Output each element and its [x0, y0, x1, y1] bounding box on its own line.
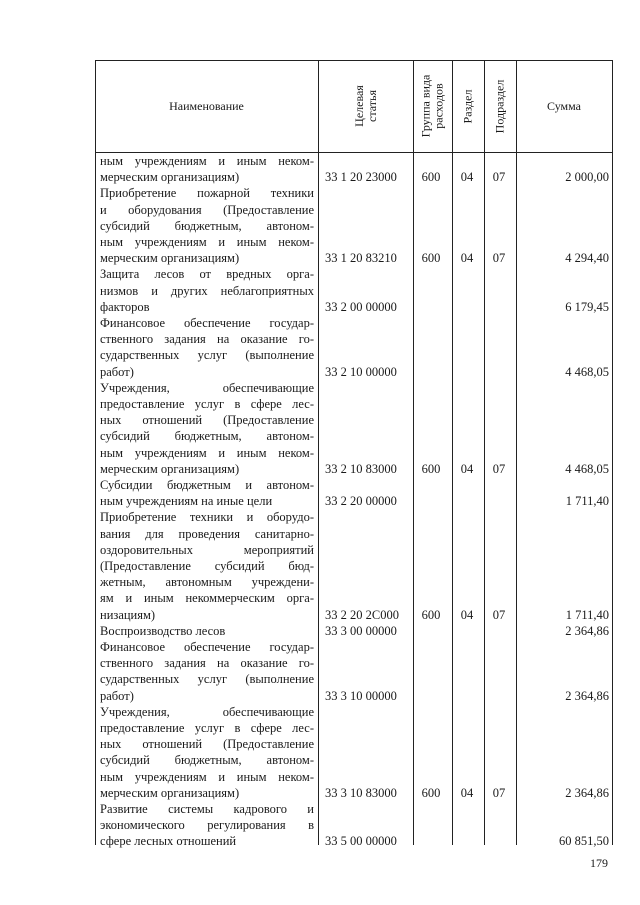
- row-target-article: 33 3 10 83000: [325, 785, 397, 800]
- row-target-article: 33 3 00 00000: [325, 623, 397, 638]
- table-border-right: [612, 60, 613, 845]
- row-name-line: сфере лесных отношений: [100, 834, 237, 849]
- row-name-line: экономического регулирования в: [100, 818, 314, 833]
- row-name: [100, 623, 314, 639]
- row-subsection: 07: [492, 461, 506, 476]
- row-name-line: и оборудования (Предоставление: [100, 202, 314, 217]
- row-name: [100, 153, 314, 185]
- row-name-line: оздоровительных мероприятий: [100, 542, 314, 557]
- row-name-line: сударственных услуг (выполнение: [100, 672, 314, 687]
- row-amount: 1 711,40: [565, 607, 609, 622]
- row-target-article: 33 1 20 23000: [325, 170, 397, 185]
- row-name-line: низмов и других неблагоприятных: [100, 283, 314, 298]
- row-name-line: субсидий бюджетным, автоном-: [100, 218, 314, 233]
- row-amount: 2 364,86: [565, 623, 609, 638]
- header-target-article: [318, 60, 413, 152]
- row-name-line: Учреждения, обеспечивающие: [100, 704, 314, 719]
- row-name-line: Воспроизводство лесов: [100, 623, 226, 638]
- row-expense-group: 600: [421, 785, 441, 800]
- row-name-line: ных отношений (Предоставление: [100, 413, 314, 428]
- row-section: 04: [460, 607, 474, 622]
- row-name-line: мерческим организациям): [100, 785, 240, 800]
- row-name-line: Финансовое обеспечение государ-: [100, 640, 314, 654]
- page-number: 179: [590, 856, 608, 870]
- table-border-left: [95, 60, 96, 845]
- row-name: [100, 185, 314, 266]
- row-name-line: Учреждения, обеспечивающие: [100, 380, 314, 395]
- row-section: 04: [460, 251, 474, 266]
- row-name-line: Субсидии бюджетным и автоном-: [100, 478, 314, 492]
- header-name: [95, 60, 318, 152]
- row-name-line: Финансовое обеспечение государ-: [100, 316, 314, 330]
- row-name-line: ным учреждениям на иные цели: [100, 494, 273, 509]
- row-name-line: (Предоставление субсидий бюд-: [100, 558, 314, 573]
- row-subsection: 07: [492, 785, 506, 800]
- row-target-article: 33 5 00 00000: [325, 834, 397, 849]
- budget-table: [95, 60, 613, 849]
- row-amount: 60 851,50: [559, 834, 609, 849]
- row-amount: 4 468,05: [565, 461, 609, 476]
- row-amount: 6 179,45: [565, 299, 609, 314]
- row-amount: 2 364,86: [565, 688, 609, 703]
- header-name-label: Наименование: [169, 98, 244, 113]
- header-subsection-label: Подраздел: [492, 79, 507, 133]
- row-name-line: факторов: [100, 299, 150, 314]
- row-name-line: ственного задания на оказание го-: [100, 332, 314, 347]
- row-amount: 4 468,05: [565, 364, 609, 379]
- row-target-article: 33 2 20 2С000: [325, 607, 399, 622]
- row-expense-group: 600: [421, 461, 441, 476]
- header-target-article-line1: Целевая: [351, 85, 366, 127]
- header-section-label: Раздел: [460, 89, 475, 123]
- row-name-line: мерческим организациям): [100, 461, 240, 476]
- row-expense-group: 600: [421, 251, 441, 266]
- row-expense-group: 600: [421, 170, 441, 185]
- row-name-line: субсидий бюджетным, автоном-: [100, 753, 314, 768]
- row-name-line: предоставление услуг в сфере лес-: [100, 720, 314, 735]
- row-name: [100, 266, 314, 315]
- row-amount: 4 294,40: [565, 251, 609, 266]
- row-expense-group: 600: [421, 607, 441, 622]
- row-name-line: низациям): [100, 607, 156, 622]
- row-amount: 2 000,00: [565, 170, 609, 185]
- row-section: 04: [460, 170, 474, 185]
- header-amount-label: Сумма: [547, 98, 581, 113]
- row-target-article: 33 2 00 00000: [325, 299, 397, 314]
- row-subsection: 07: [492, 607, 506, 622]
- row-name: [100, 477, 314, 509]
- row-target-article: 33 2 10 00000: [325, 364, 397, 379]
- row-name: [100, 509, 314, 622]
- column-divider: [318, 60, 319, 845]
- header-section: [452, 60, 484, 152]
- row-name-line: субсидий бюджетным, автоном-: [100, 429, 314, 444]
- row-name: [100, 380, 314, 477]
- row-amount: 1 711,40: [565, 494, 609, 509]
- row-name-line: Приобретение пожарной техники: [100, 186, 314, 201]
- row-name-line: ных отношений (Предоставление: [100, 737, 314, 752]
- row-name-line: работ): [100, 688, 134, 703]
- row-name-line: мерческим организациям): [100, 251, 240, 266]
- row-name: [100, 639, 314, 704]
- row-name-line: ственного задания на оказание го-: [100, 656, 314, 671]
- header-amount: [516, 60, 612, 152]
- row-name-line: Приобретение техники и оборудо-: [100, 510, 314, 525]
- header-target-article-line2: статья: [364, 90, 379, 122]
- row-name-line: ным учреждениям и иным неком-: [100, 234, 314, 249]
- row-name-line: работ): [100, 364, 134, 379]
- row-name-line: ным учреждениям и иным неком-: [100, 445, 314, 460]
- row-target-article: 33 3 10 00000: [325, 688, 397, 703]
- row-name: [100, 315, 314, 380]
- row-name-line: мерческим организациям): [100, 170, 240, 185]
- header-expense-group-line2: расходов: [431, 83, 446, 129]
- row-name-line: ям и иным некоммерческим орга-: [100, 591, 314, 606]
- row-name-line: Развитие системы кадрового и: [100, 802, 314, 816]
- row-target-article: 33 1 20 83210: [325, 251, 397, 266]
- row-name: [100, 704, 314, 801]
- row-name-line: предоставление услуг в сфере лес-: [100, 396, 314, 411]
- header-expense-group: [413, 60, 452, 152]
- row-subsection: 07: [492, 170, 506, 185]
- row-section: 04: [460, 785, 474, 800]
- row-target-article: 33 2 20 00000: [325, 494, 397, 509]
- row-target-article: 33 2 10 83000: [325, 461, 397, 476]
- row-name-line: ным учреждениям и иным неком-: [100, 154, 314, 168]
- row-name: [100, 801, 314, 850]
- header-subsection: [484, 60, 516, 152]
- row-name-line: Защита лесов от вредных орга-: [100, 267, 314, 282]
- header-expense-group-line1: Группа вида: [418, 74, 433, 138]
- row-amount: 2 364,86: [565, 785, 609, 800]
- row-subsection: 07: [492, 251, 506, 266]
- row-section: 04: [460, 461, 474, 476]
- row-name-line: сударственных услуг (выполнение: [100, 348, 314, 363]
- row-name-line: ным учреждениям и иным неком-: [100, 769, 314, 784]
- row-name-line: вания для проведения санитарно-: [100, 526, 314, 541]
- row-name-line: жетным, автономным учреждени-: [100, 575, 314, 590]
